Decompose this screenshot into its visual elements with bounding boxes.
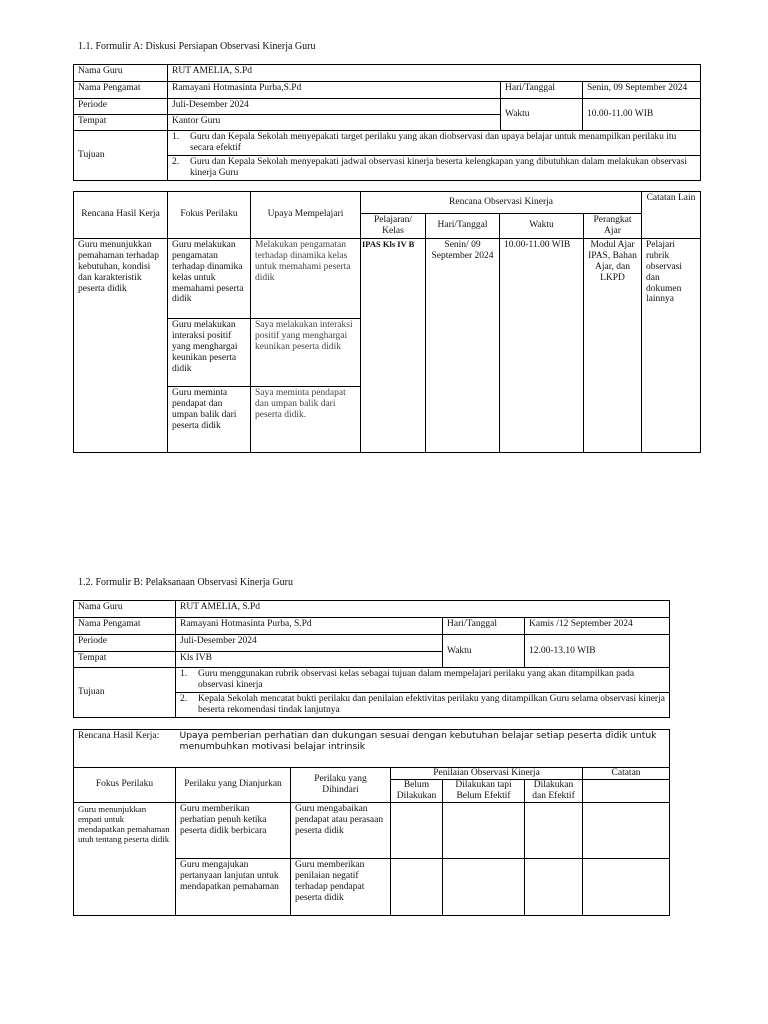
fokus-cell: Guru melakukan interaksi positif yang menghargai keunikan peserta didik bbox=[168, 318, 251, 386]
header-penilaian: Penilaian Observasi Kinerja bbox=[391, 768, 583, 780]
periode-value: Juli-Desember 2024 bbox=[176, 635, 443, 652]
form-b-exec-table bbox=[73, 729, 670, 916]
header-perangkat: Perangkat Ajar bbox=[584, 214, 642, 239]
tujuan-label: Tujuan bbox=[74, 668, 176, 718]
header-rencana: Rencana Hasil Kerja bbox=[74, 192, 168, 239]
form-b-info-table bbox=[73, 600, 670, 718]
score-cell bbox=[443, 858, 525, 915]
score-cell bbox=[391, 858, 443, 915]
fokus-cell: Guru melakukan pengamatan terhadap dinamika kelas untuk memahami peserta didik bbox=[168, 238, 251, 318]
tujuan-item: 2. Kepala Sekolah mencatat bukti perilaku dan penilaian efektivitas perilaku yang ditampilkan Guru selama observasi kinerja beserta rekomendasi tindak lanjutnya bbox=[176, 692, 670, 717]
rhk-label: Rencana Hasil Kerja: bbox=[74, 730, 176, 768]
hari-label: Hari/Tanggal bbox=[443, 618, 525, 635]
waktu-label: Waktu bbox=[501, 99, 583, 131]
tempat-value: Kantor Guru bbox=[168, 115, 501, 131]
header-dihindari: Perilaku yang Dihindari bbox=[291, 768, 391, 803]
tempat-value: Kls IVB bbox=[176, 652, 443, 668]
tempat-label: Tempat bbox=[74, 115, 168, 131]
header-upaya: Upaya Mempelajari bbox=[251, 192, 361, 239]
upaya-cell: Melakukan pengamatan terhadap dinamika kelas untuk memahami peserta didik bbox=[251, 238, 361, 318]
periode-label: Periode bbox=[74, 635, 176, 652]
nama-guru-value: RUT AMELIA, S.Pd bbox=[176, 601, 670, 618]
nama-guru-value: RUT AMELIA, S.Pd bbox=[168, 65, 701, 82]
score-cell bbox=[525, 858, 583, 915]
form-a-plan-table bbox=[73, 191, 701, 453]
waktu-value: 10.00-11.00 WIB bbox=[583, 99, 701, 131]
header-tapi: Dilakukan tapi Belum Efektif bbox=[443, 780, 525, 803]
upaya-cell: Saya meminta pendapat dan umpan balik dari peserta didik. bbox=[251, 386, 361, 452]
form-a-heading: 1.1. Formulir A: Diskusi Persiapan Observasi Kinerja Guru bbox=[78, 41, 316, 52]
fokus-value: Guru menunjukkan empati untuk mendapatkan pemahaman utuh tentang peserta didik bbox=[74, 802, 176, 915]
waktu-value-plan: 10.00-11.00 WIB bbox=[500, 238, 584, 452]
catatan-cell bbox=[583, 858, 670, 915]
waktu-value: 12.00-13.10 WIB bbox=[525, 635, 670, 668]
tempat-label: Tempat bbox=[74, 652, 176, 668]
hari-value: Kamis /12 September 2024 bbox=[525, 618, 670, 635]
header-catatan: Catatan Lain bbox=[642, 192, 701, 239]
pengamat-label: Nama Pengamat bbox=[74, 618, 176, 635]
rhk-value: Upaya pemberian perhatian dan dukungan sesuai dengan kebutuhan belajar setiap peserta didik untuk menumbuhkan motivasi belajar intrinsik bbox=[176, 730, 670, 768]
tujuan-item: 2. Guru dan Kepala Sekolah menyepakati jadwal observasi kinerja beserta kelengkapan yang dibutuhkan dalam melakukan observasi kinerja Guru bbox=[168, 155, 701, 180]
header-efektif: Dilakukan dan Efektif bbox=[525, 780, 583, 803]
score-cell bbox=[525, 802, 583, 858]
header-catatan-blank bbox=[583, 780, 670, 803]
dianjurkan-cell: Guru memberikan perhatian penuh ketika peserta didik berbicara bbox=[176, 802, 291, 858]
periode-value: Juli-Desember 2024 bbox=[168, 99, 501, 115]
header-fokus: Fokus Perilaku bbox=[168, 192, 251, 239]
pengamat-label: Nama Pengamat bbox=[74, 82, 168, 99]
dianjurkan-cell: Guru mengajukan pertanyaan lanjutan untuk mendapatkan pemahaman bbox=[176, 858, 291, 915]
nama-guru-label: Nama Guru bbox=[74, 65, 168, 82]
perangkat-value: Modul Ajar IPAS, Bahan Ajar, dan LKPD bbox=[584, 238, 642, 452]
fokus-cell: Guru meminta pendapat dan umpan balik dari peserta didik bbox=[168, 386, 251, 452]
pengamat-value: Ramayani Hotmasinta Purba, S.Pd bbox=[176, 618, 443, 635]
header-rencana-observasi: Rencana Observasi Kinerja bbox=[361, 192, 642, 214]
hari-value: Senin, 09 September 2024 bbox=[583, 82, 701, 99]
header-fokus: Fokus Perilaku bbox=[74, 768, 176, 803]
tujuan-item: 1. Guru menggunakan rubrik observasi kelas sebagai tujuan dalam mempelajari perilaku yang akan ditampilkan pada observasi kinerja bbox=[176, 668, 670, 693]
score-cell bbox=[443, 802, 525, 858]
tujuan-item: 1. Guru dan Kepala Sekolah menyepakati target perilaku yang akan diobservasi dan upaya belajar untuk menampilkan perilaku itu secara efektif bbox=[168, 131, 701, 156]
periode-label: Periode bbox=[74, 99, 168, 115]
hari-label: Hari/Tanggal bbox=[501, 82, 583, 99]
header-hari: Hari/Tanggal bbox=[426, 214, 500, 239]
score-cell bbox=[391, 802, 443, 858]
form-a-info-table bbox=[73, 64, 701, 181]
hari-value-plan: Senin/ 09 September 2024 bbox=[426, 238, 500, 452]
pelajaran-value: IPAS Kls IV B bbox=[361, 238, 426, 452]
header-dianjurkan: Perilaku yang Dianjurkan bbox=[176, 768, 291, 803]
nama-guru-label: Nama Guru bbox=[74, 601, 176, 618]
dihindari-cell: Guru memberikan penilaian negatif terhadap pendapat peserta didik bbox=[291, 858, 391, 915]
form-b-heading: 1.2. Formulir B: Pelaksanaan Observasi Kinerja Guru bbox=[78, 577, 293, 588]
catatan-cell bbox=[583, 802, 670, 858]
tujuan-label: Tujuan bbox=[74, 131, 168, 181]
header-belum: Belum Dilakukan bbox=[391, 780, 443, 803]
rencana-value: Guru menunjukkan pemahaman terhadap kebutuhan, kondisi dan karakteristik peserta didik bbox=[74, 238, 168, 452]
catatan-value: Pelajari rubrik observasi dan dokumen lainnya bbox=[642, 238, 701, 452]
upaya-cell: Saya melakukan interaksi positif yang menghargai keunikan peserta didik bbox=[251, 318, 361, 386]
header-waktu: Waktu bbox=[500, 214, 584, 239]
header-pelajaran: Pelajaran/ Kelas bbox=[361, 214, 426, 239]
dihindari-cell: Guru mengabaikan pendapat atau perasaan peserta didik bbox=[291, 802, 391, 858]
pengamat-value: Ramayani Hotmasinta Purba,S.Pd bbox=[168, 82, 501, 99]
header-catatan: Catatan bbox=[583, 768, 670, 780]
waktu-label: Waktu bbox=[443, 635, 525, 668]
